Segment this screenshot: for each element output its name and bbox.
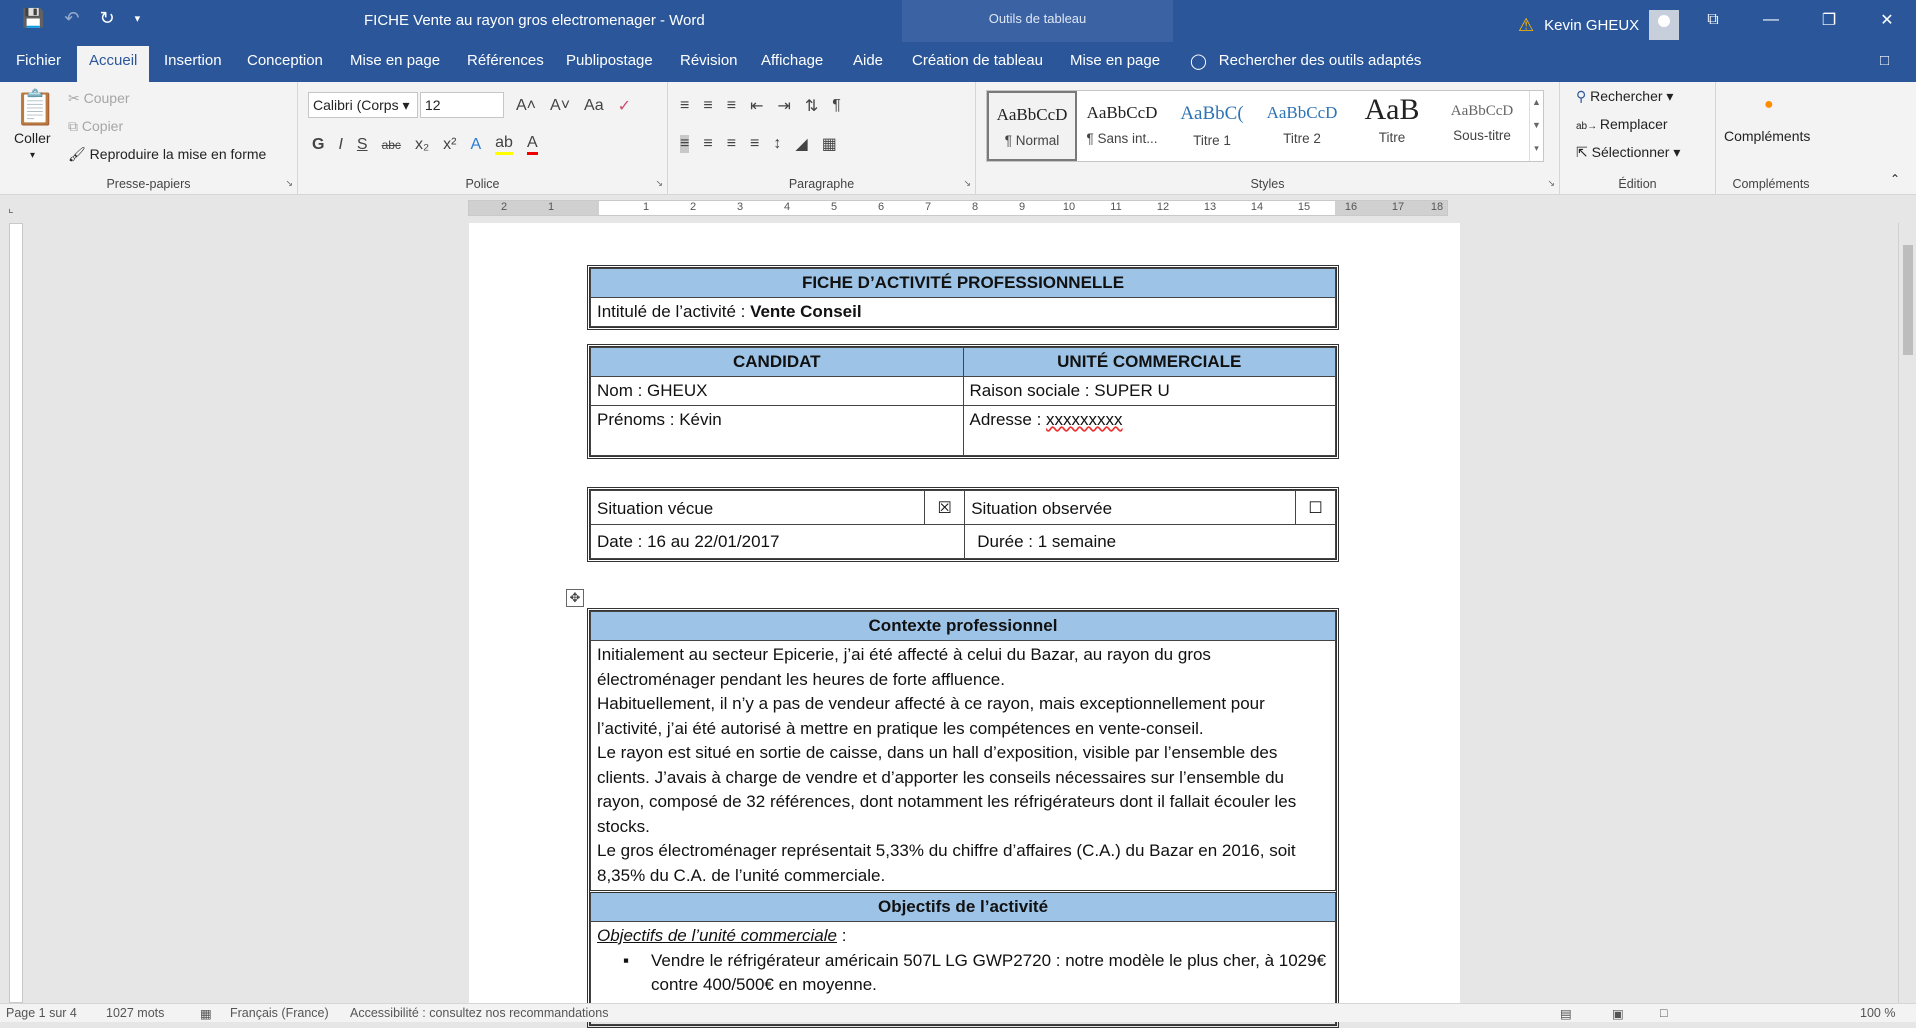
activity-value: Vente Conseil: [750, 302, 862, 321]
proofing-icon[interactable]: ▦: [200, 1007, 212, 1021]
ruler-area: [0, 195, 1916, 223]
styles-scroll[interactable]: ▲ ▼ ▾: [1529, 91, 1543, 161]
bullets-icon[interactable]: ≡: [680, 97, 690, 114]
date-cell[interactable]: Date : 16 au 22/01/2017: [591, 525, 965, 559]
styles-label: Styles: [1250, 177, 1285, 191]
paragraph-group: [668, 82, 976, 195]
pilcrow-icon[interactable]: ¶: [832, 97, 841, 114]
font-launcher-icon[interactable]: ↘: [655, 178, 663, 188]
unite-header[interactable]: UNITÉ COMMERCIALE: [963, 348, 1336, 377]
font-size-tools: [516, 96, 631, 116]
contexte-paragraph: Le gros électroménager représentait 5,33% du chiffre d’affaires (C.A.) du Bazar en 2016, soit 8,35% du C.A. de l’unité commerciale.: [597, 841, 1296, 885]
tab-affichage[interactable]: Affichage: [761, 52, 824, 69]
tab-table-mise-en-page[interactable]: Mise en page: [1070, 52, 1161, 69]
styles-launcher-icon[interactable]: ↘: [1547, 178, 1555, 188]
table-tools-label: Outils de tableau: [988, 11, 1087, 26]
tab-fichier[interactable]: Fichier: [16, 52, 62, 69]
page-count[interactable]: Page 1 sur 4: [6, 1006, 77, 1020]
styles-group: [976, 82, 1560, 195]
title-bar: [0, 0, 1916, 42]
clipboard-group: [0, 82, 298, 195]
shading-icon[interactable]: ◢: [795, 136, 808, 153]
status-bar: [0, 1003, 1916, 1022]
find-button[interactable]: ⚲ Rechercher ▾: [1576, 88, 1674, 104]
numbering-icon[interactable]: ≡: [703, 97, 713, 114]
document-page[interactable]: [469, 223, 1460, 1003]
tab-publipostage[interactable]: Publipostage: [566, 52, 653, 69]
editing-label: Édition: [1618, 177, 1657, 191]
warning-icon[interactable]: ⚠: [1518, 14, 1535, 35]
italic-button[interactable]: I: [338, 135, 343, 153]
situation-observee-checkbox[interactable]: ☐: [1296, 491, 1336, 525]
objectifs-cell[interactable]: Objectifs de l’unité commerciale : ▪ Vendre le réfrigérateur américain 507L LG GWP2720 : notre modèle le plus cher, à 1029€ contre 400/500€ en moyenne. ▪: [591, 922, 1336, 1025]
tab-selector-icon[interactable]: ⌞: [8, 201, 14, 215]
alignment-tools: [680, 134, 837, 154]
editing-group: [1560, 82, 1716, 195]
shrink-font-icon[interactable]: A˅: [550, 97, 571, 114]
fiche-table[interactable]: [587, 265, 1339, 330]
line-spacing-icon[interactable]: ↕: [773, 135, 782, 152]
objectifs-subtitle: Objectifs de l’unité commerciale: [597, 926, 837, 945]
redo-icon[interactable]: ↻: [99, 8, 115, 28]
adresse-cell[interactable]: Adresse : xxxxxxxxx: [963, 406, 1336, 456]
tab-creation-tableau[interactable]: Création de tableau: [912, 52, 1043, 69]
bold-button[interactable]: G: [312, 135, 325, 153]
ribbon-display-icon[interactable]: ⧉: [1707, 11, 1719, 28]
tab-accueil[interactable]: Accueil: [77, 46, 149, 82]
font-name-combo[interactable]: Calibri (Corps ▾: [308, 92, 418, 118]
change-case-icon[interactable]: Aa: [584, 97, 604, 114]
addins-group: [1716, 82, 1826, 195]
contexte-paragraph: Habituellement, il n’y a pas de vendeur affecté à ce rayon, mais exceptionnellement pour l’activité, j’ai été autorisé à mettre en pratique les compétences en vente-conseil.: [597, 694, 1265, 738]
paragraph-label: Paragraphe: [788, 177, 855, 191]
undo-icon[interactable]: ↶: [64, 8, 80, 28]
justify-icon[interactable]: ≡: [750, 135, 760, 152]
copy-button[interactable]: ⧉ Copier: [68, 118, 124, 134]
font-format-tools: [312, 134, 538, 155]
brush-icon: 🖌: [68, 146, 90, 162]
style-subtitle[interactable]: AaBbCcD Sous-titre: [1450, 103, 1514, 143]
strikethrough-button[interactable]: abc: [381, 137, 401, 152]
duree-cell[interactable]: Durée : 1 semaine: [965, 525, 1336, 559]
select-button[interactable]: ⇱ Sélectionner ▾: [1576, 144, 1681, 160]
paste-button[interactable]: Coller: [14, 130, 51, 146]
objectifs-header[interactable]: Objectifs de l’activité: [591, 892, 1336, 922]
align-right-icon[interactable]: ≡: [726, 135, 737, 152]
ribbon: [0, 82, 1916, 195]
paste-dropdown-icon[interactable]: ▾: [30, 150, 36, 161]
font-color-icon[interactable]: A: [527, 134, 538, 155]
quick-access-toolbar: [22, 8, 140, 29]
increase-indent-icon[interactable]: ⇥: [777, 98, 791, 115]
clipboard-launcher-icon[interactable]: ↘: [285, 178, 293, 188]
align-left-icon[interactable]: ≡: [680, 135, 690, 152]
user-name: Kevin GHEUX: [1544, 16, 1640, 34]
tab-conception[interactable]: Conception: [247, 52, 323, 69]
accessibility-status[interactable]: Accessibilité : consultez nos recommandations: [350, 1006, 609, 1020]
tab-aide[interactable]: Aide: [853, 52, 884, 69]
grow-font-icon[interactable]: A˄: [516, 97, 537, 114]
read-mode-icon[interactable]: ▤: [1560, 1007, 1572, 1021]
clear-format-icon[interactable]: ✓: [617, 98, 632, 115]
align-center-icon[interactable]: ≡: [703, 135, 713, 152]
raison-cell[interactable]: Raison sociale : SUPER U: [963, 377, 1336, 406]
search-icon: ⚲: [1576, 88, 1591, 104]
text-effects-icon[interactable]: A: [470, 135, 482, 153]
style-no-spacing[interactable]: AaBbCcD ¶ Sans int...: [1086, 103, 1158, 146]
table-move-handle-icon[interactable]: ✥: [566, 589, 584, 607]
contexte-table[interactable]: [587, 608, 1339, 1028]
tab-insertion[interactable]: Insertion: [164, 52, 222, 69]
nom-cell[interactable]: Nom : GHEUX: [591, 377, 964, 406]
fiche-header[interactable]: FICHE D’ACTIVITÉ PROFESSIONNELLE: [591, 269, 1336, 298]
activity-cell[interactable]: Intitulé de l’activité : Vente Conseil: [591, 298, 1336, 327]
window-title: FICHE Vente au rayon gros electromenager - Word: [364, 12, 705, 29]
zoom-level[interactable]: 100 %: [1860, 1006, 1896, 1020]
ribbon-tabs: [0, 42, 1916, 82]
addins-button[interactable]: Compléments: [1724, 128, 1811, 144]
print-layout-icon[interactable]: ▣: [1612, 1007, 1624, 1021]
copy-icon: ⧉: [68, 118, 82, 134]
customize-qat-icon[interactable]: ▾: [134, 13, 141, 25]
adresse-value: xxxxxxxxx: [1046, 410, 1123, 429]
decrease-indent-icon[interactable]: ⇤: [750, 98, 764, 115]
list-tools: [680, 96, 841, 116]
list-item: ▪ Vendre le réfrigérateur américain 507L LG GWP2720 : notre modèle le plus cher, à 1029€ contre 400/500€ en moyenne.: [597, 949, 1329, 998]
window-controls: [1684, 0, 1916, 40]
format-painter-button[interactable]: 🖌 Reproduire la mise en forme: [68, 146, 267, 162]
style-heading-2[interactable]: AaBbCcD Titre 2: [1266, 103, 1338, 146]
addins-label: Compléments: [1732, 177, 1810, 191]
cut-button[interactable]: ✂ Couper: [68, 90, 130, 106]
paste-icon[interactable]: 📋: [14, 89, 57, 127]
subscript-button[interactable]: x₂: [414, 135, 430, 153]
situation-table[interactable]: [587, 487, 1339, 562]
horizontal-ruler[interactable]: 2 1 1 2 3 4 5 6 7 8 9 10 11 12 13 14 15 16 17 18: [468, 200, 1448, 216]
scissors-icon: ✂: [68, 90, 84, 106]
tab-revision[interactable]: Révision: [680, 52, 738, 69]
contexte-cell[interactable]: [591, 641, 1336, 892]
superscript-button[interactable]: x²: [443, 135, 457, 153]
user-area[interactable]: [1518, 10, 1679, 40]
styles-gallery: [986, 90, 1544, 162]
replace-button[interactable]: ab→ Remplacer: [1576, 116, 1668, 132]
restore-icon[interactable]: ❐: [1821, 12, 1837, 29]
cursor-icon: ⇱: [1576, 144, 1592, 160]
sort-icon[interactable]: ⇅: [804, 98, 819, 115]
font-size-combo[interactable]: 12: [420, 92, 504, 118]
font-group: [298, 82, 668, 195]
word-count[interactable]: 1027 mots: [106, 1006, 165, 1020]
tell-me-search[interactable]: [1190, 52, 1421, 70]
clipboard-label: Presse-papiers: [106, 177, 191, 191]
underline-button[interactable]: S: [356, 135, 368, 153]
close-icon[interactable]: ✕: [1880, 12, 1894, 29]
candidat-header[interactable]: CANDIDAT: [591, 348, 964, 377]
style-title[interactable]: AaB Titre: [1364, 93, 1420, 145]
replace-icon: ab→: [1576, 121, 1600, 132]
situation-observee-cell[interactable]: Situation observée: [965, 491, 1296, 525]
tab-mise-en-page[interactable]: Mise en page: [350, 52, 441, 69]
style-heading-1[interactable]: AaBbC( Titre 1: [1180, 103, 1244, 148]
comments-icon[interactable]: □: [1880, 52, 1890, 69]
situation-vecue-checkbox[interactable]: ☒: [925, 491, 965, 525]
vertical-ruler: [0, 223, 26, 1003]
prenoms-cell[interactable]: Prénoms : Kévin: [591, 406, 964, 456]
avatar[interactable]: [1649, 10, 1679, 40]
multilevel-list-icon[interactable]: ≡: [726, 97, 737, 114]
highlight-icon[interactable]: ab: [495, 134, 513, 155]
borders-icon[interactable]: ▦: [821, 136, 837, 153]
tell-me-label: Rechercher des outils adaptés: [1218, 52, 1422, 69]
tab-references[interactable]: Références: [467, 52, 544, 69]
paragraph-launcher-icon[interactable]: ↘: [963, 178, 971, 188]
collapse-ribbon-icon[interactable]: ⌃: [1890, 172, 1901, 186]
vertical-scrollbar[interactable]: [1898, 223, 1916, 1003]
addins-icon[interactable]: ●: [1764, 96, 1774, 113]
web-layout-icon[interactable]: □: [1660, 1006, 1668, 1020]
contexte-paragraph: Le rayon est situé en sortie de caisse, dans un hall d’exposition, visible par l’ensemble des clients. J’avais à charge de vendre et d’apporter les conseils nécessaires sur l’ensemble du rayon, composé de 32 références, dont notamment les réfrigérateurs dont il fallait écouler les stocks.: [597, 743, 1297, 836]
font-label: Police: [465, 177, 500, 191]
candidat-table[interactable]: [587, 344, 1339, 459]
language[interactable]: Français (France): [230, 1006, 329, 1020]
minimize-icon[interactable]: —: [1763, 11, 1779, 28]
contexte-paragraph: Initialement au secteur Epicerie, j’ai été affecté à celui du Bazar, au rayon du gros électroménager pendant les heures de forte affluence.: [597, 645, 1211, 689]
save-icon[interactable]: 💾: [22, 8, 45, 28]
contexte-header[interactable]: Contexte professionnel: [591, 612, 1336, 641]
lightbulb-icon: ◯: [1190, 53, 1207, 70]
situation-vecue-cell[interactable]: Situation vécue: [591, 491, 925, 525]
scrollbar-thumb[interactable]: [1903, 245, 1913, 355]
style-normal[interactable]: AaBbCcD ¶ Normal: [987, 91, 1077, 161]
